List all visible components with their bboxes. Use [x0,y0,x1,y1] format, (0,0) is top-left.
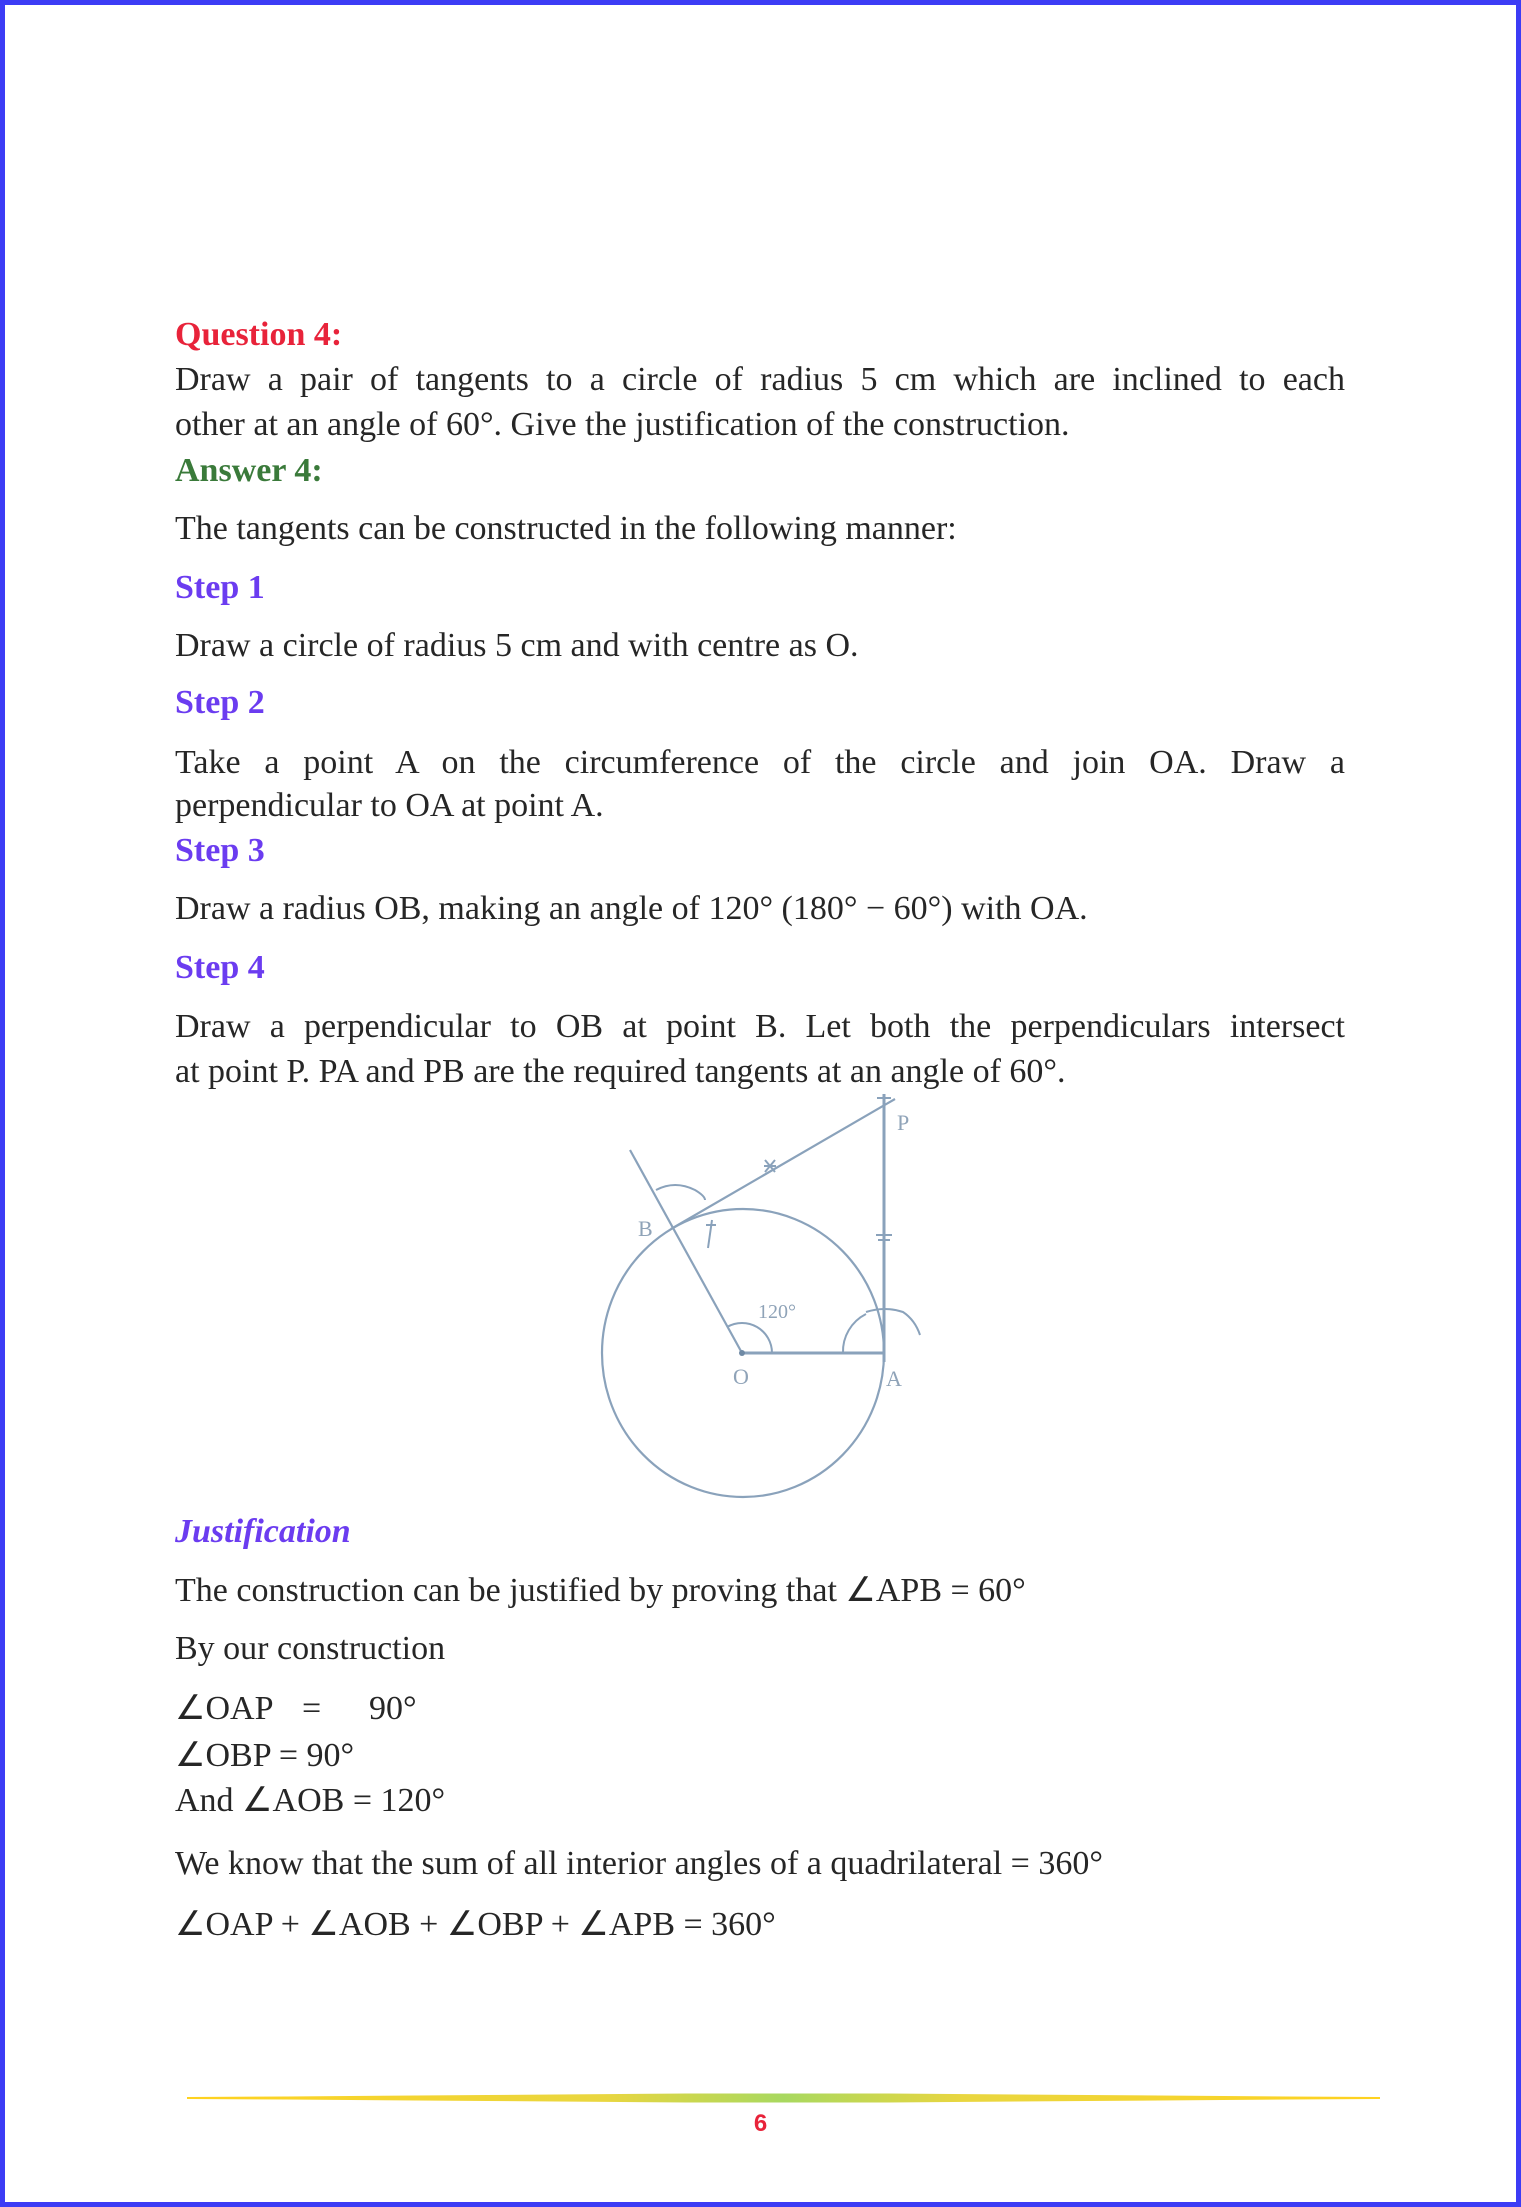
step-3-text: Draw a radius OB, making an angle of 120° (180° − 60°) with OA. [175,890,1088,927]
step-1-heading: Step 1 [175,569,265,606]
equation-oap-eq: = [302,1690,322,1727]
step-4-text-line-1: Draw a perpendicular to OB at point B. Let both the perpendiculars intersect [175,1008,1345,1045]
justification-line-2: By our construction [175,1630,446,1667]
construction-diagram [560,1080,980,1520]
footer-divider [187,2093,1380,2103]
answer-intro: The tangents can be constructed in the following manner: [175,510,957,547]
step-2-heading: Step 2 [175,684,265,721]
page-number: 6 [753,2110,768,2137]
step-2-text-line-1: Take a point A on the circumference of the circle and join OA. Draw a [175,744,1345,781]
tangent-pb [671,1099,895,1229]
justification-line-1: The construction can be justified by proving that ∠APB = 60° [175,1572,1026,1609]
question-heading: Question 4: [175,316,343,353]
equation-oap-rhs: 90° [369,1690,417,1727]
label-p: P [897,1110,910,1135]
quadrilateral-statement: We know that the sum of all interior angles of a quadrilateral = 360° [175,1845,1103,1882]
label-angle-120: 120° [758,1301,796,1323]
question-text-line-1: Draw a pair of tangents to a circle of radius 5 cm which are inclined to each [175,361,1345,398]
label-a: A [886,1366,902,1391]
question-text-line-2: other at an angle of 60°. Give the justification of the construction. [175,406,1070,443]
equation-obp: ∠OBP = 90° [175,1737,355,1774]
label-b: B [638,1216,653,1241]
quadrilateral-equation: ∠OAP + ∠AOB + ∠OBP + ∠APB = 360° [175,1906,776,1943]
answer-heading: Answer 4: [175,452,323,489]
step-4-heading: Step 4 [175,949,265,986]
equation-oap-lhs: ∠OAP [175,1690,274,1727]
equation-aob: And ∠AOB = 120° [175,1782,446,1819]
step-4-text-line-2: at point P. PA and PB are the required tangents at an angle of 60°. [175,1053,1066,1090]
step-2-text-line-2: perpendicular to OA at point A. [175,787,604,824]
justification-heading: Justification [175,1513,351,1550]
label-o: O [733,1364,749,1389]
radius-ob [630,1150,742,1353]
step-1-text: Draw a circle of radius 5 cm and with centre as O. [175,627,859,664]
step-3-heading: Step 3 [175,832,265,869]
equation-oap [175,1689,417,1729]
